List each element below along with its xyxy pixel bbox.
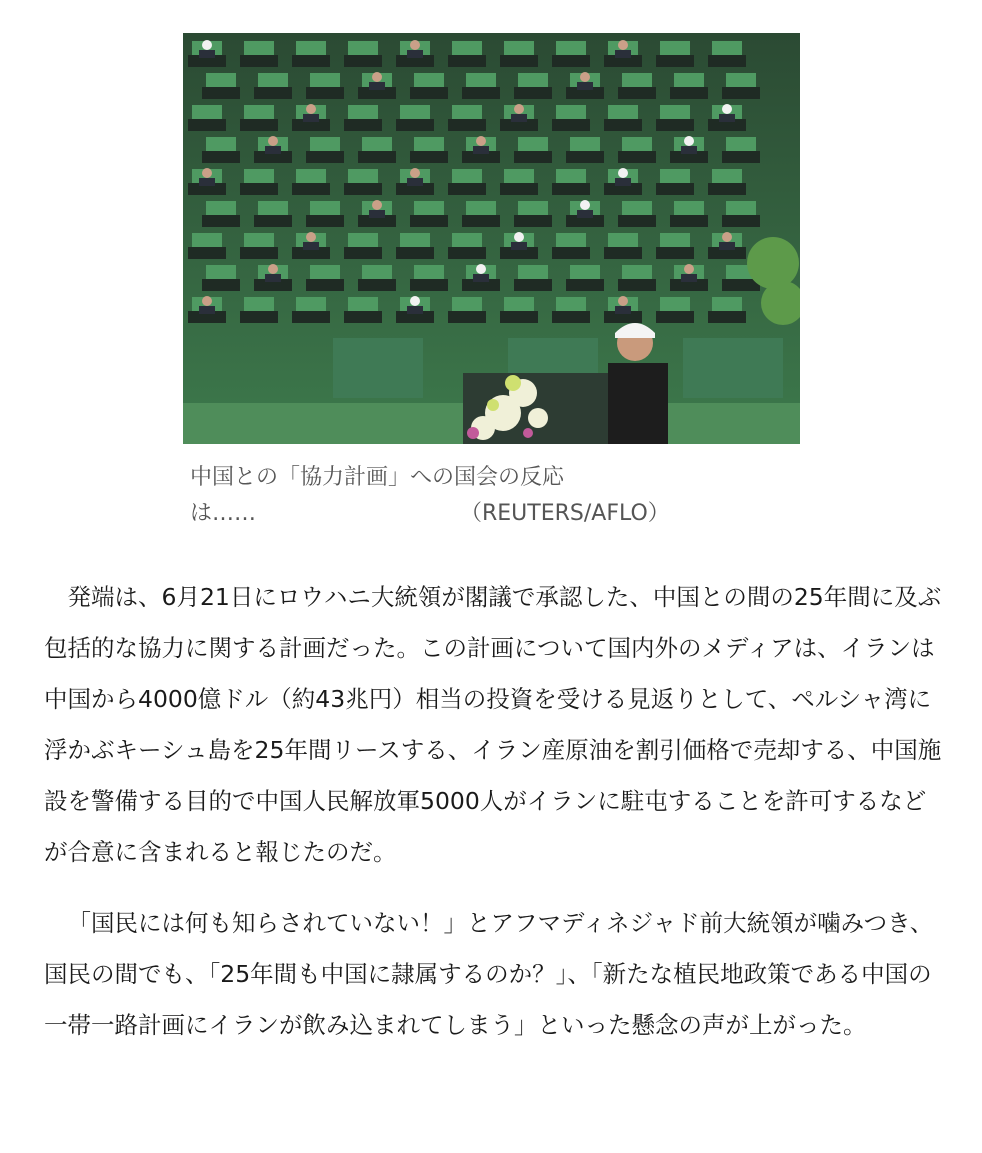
caption-line-2 <box>190 496 710 532</box>
article-body <box>44 572 944 1071</box>
article-paragraph-1: 発端は、6月21日にロウハニ大統領が閣議で承認した、中国との間の25年間に及ぶ包括的な協力に関する計画だった。この計画について国内外のメディアは、イランは中国から4000億ドル（約43兆円）相当の投資を受ける見返りとして、ペルシャ湾に浮かぶキーシュ島を25年間リースする、イラン産原油を割引価格で売却する、中国施設を警備する目的で中国人民解放軍5000人がイランに駐屯することを許可するなどが合意に含まれると報じたのだ。 <box>44 583 942 866</box>
photo-credit: （REUTERS/AFLO） <box>460 501 670 526</box>
parliament-photo <box>183 33 800 444</box>
photo-caption <box>190 460 710 532</box>
article-paragraph-2: 「国民には何も知らされていない！」とアフマディネジャド前大統領が噛みつき、国民の間でも、「25年間も中国に隷属するのか？」、「新たな植民地政策である中国の一帯一路計画にイランが飲み込まれてしまう」といった懸念の声が上がった。 <box>44 909 934 1039</box>
caption-line-1: 中国との「協力計画」への国会の反応 <box>190 465 565 490</box>
caption-continuation: は…… <box>190 501 257 526</box>
parliament-illustration <box>183 33 800 444</box>
